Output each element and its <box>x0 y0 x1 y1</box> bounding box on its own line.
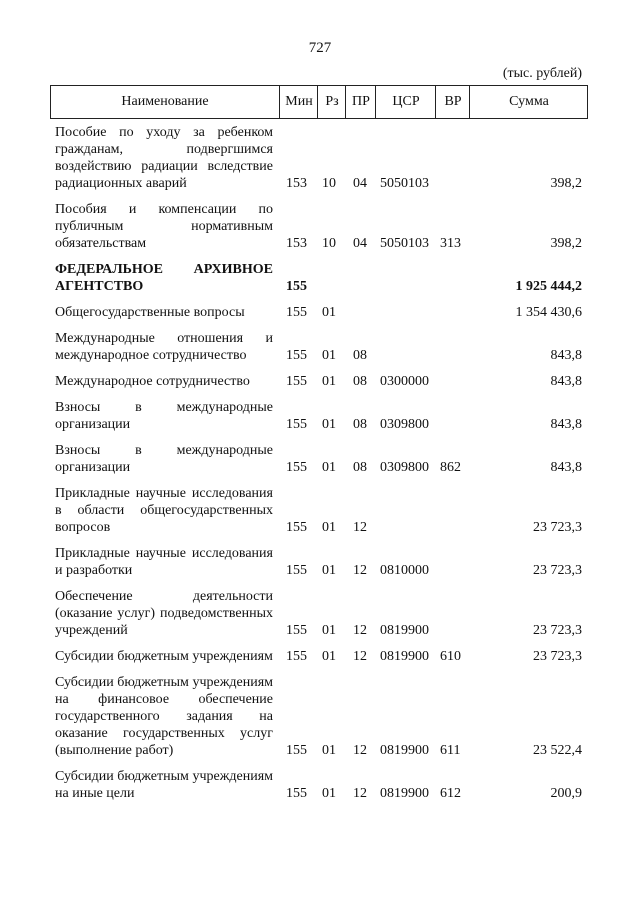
row-values <box>50 347 588 364</box>
row-rz: 01 <box>322 786 336 801</box>
page-number: 727 <box>308 40 332 56</box>
row-pr: 12 <box>353 786 367 801</box>
row-sum: 398,2 <box>550 176 582 191</box>
row-values <box>50 562 588 579</box>
table-row <box>50 373 588 390</box>
table-row <box>50 768 588 802</box>
row-csr: 0810000 <box>380 563 429 578</box>
header-min: Мин <box>279 86 318 118</box>
table-row <box>50 674 588 759</box>
row-min: 155 <box>286 786 307 801</box>
row-sum: 23 723,3 <box>533 623 582 638</box>
row-rz: 10 <box>322 236 336 251</box>
table-row <box>50 442 588 476</box>
row-pr: 08 <box>353 417 367 432</box>
row-min: 155 <box>286 348 307 363</box>
row-min: 155 <box>286 374 307 389</box>
row-rz: 01 <box>322 417 336 432</box>
row-pr: 12 <box>353 563 367 578</box>
row-sum: 843,8 <box>550 374 582 389</box>
header-rz: Рз <box>317 86 346 118</box>
row-sum: 23 723,3 <box>533 649 582 664</box>
row-min: 155 <box>286 743 307 758</box>
table-header <box>50 85 588 119</box>
row-min: 155 <box>286 520 307 535</box>
row-name: Общегосударственные вопросы <box>55 305 245 320</box>
row-min: 155 <box>286 460 307 475</box>
row-min: 155 <box>286 563 307 578</box>
row-min: 155 <box>286 623 307 638</box>
row-name: ФЕДЕРАЛЬНОЕ АРХИВНОЕ АГЕНТСТВО <box>55 262 273 294</box>
row-pr: 12 <box>353 649 367 664</box>
row-values <box>50 648 588 665</box>
row-sum: 843,8 <box>550 348 582 363</box>
row-pr: 04 <box>353 176 367 191</box>
row-name: Субсидии бюджетным учреждениям на иные цели <box>55 769 273 801</box>
table-row <box>50 545 588 579</box>
row-vr: 611 <box>440 743 461 758</box>
row-min: 153 <box>286 176 307 191</box>
row-name: Взносы в международные организации <box>55 443 273 475</box>
row-rz: 01 <box>322 563 336 578</box>
units-label: (тыс. рублей) <box>502 66 582 81</box>
row-vr: 612 <box>440 786 461 801</box>
row-name: Прикладные научные исследования и разработки <box>55 546 273 578</box>
row-sum: 1 354 430,6 <box>515 305 582 320</box>
table-row <box>50 588 588 639</box>
row-rz: 01 <box>322 520 336 535</box>
row-min: 155 <box>286 417 307 432</box>
row-rz: 01 <box>322 743 336 758</box>
row-values <box>50 235 588 252</box>
table-row <box>50 648 588 665</box>
row-rz: 01 <box>322 649 336 664</box>
table-body <box>50 124 588 811</box>
row-values <box>50 416 588 433</box>
row-sum: 1 925 444,2 <box>515 279 582 294</box>
row-name: Пособие по уходу за ребенком гражданам, подвергшимся воздействию радиации вследствие радиационных аварий <box>55 125 273 191</box>
row-sum: 23 522,4 <box>533 743 582 758</box>
row-csr: 0819900 <box>380 649 429 664</box>
row-name: Взносы в международные организации <box>55 400 273 432</box>
table-row <box>50 304 588 321</box>
header-sum: Сумма <box>469 86 588 118</box>
row-rz: 01 <box>322 460 336 475</box>
table-row <box>50 124 588 192</box>
table-row <box>50 330 588 364</box>
table-row <box>50 201 588 252</box>
row-rz: 01 <box>322 623 336 638</box>
row-name: Пособия и компенсации по публичным нормативным обязательствам <box>55 202 273 251</box>
row-min: 155 <box>286 279 307 294</box>
row-pr: 12 <box>353 520 367 535</box>
table-row <box>50 261 588 295</box>
row-min: 155 <box>286 305 307 320</box>
row-csr: 0819900 <box>380 623 429 638</box>
row-min: 153 <box>286 236 307 251</box>
row-name: Прикладные научные исследования в области общегосударственных вопросов <box>55 486 273 535</box>
row-pr: 12 <box>353 623 367 638</box>
row-name: Международное сотрудничество <box>55 374 250 389</box>
header-vr: ВР <box>435 86 470 118</box>
row-name: Обеспечение деятельности (оказание услуг) подведомственных учреждений <box>55 589 273 638</box>
row-min: 155 <box>286 649 307 664</box>
row-rz: 01 <box>322 348 336 363</box>
header-csr: ЦСР <box>375 86 436 118</box>
row-rz: 10 <box>322 176 336 191</box>
row-rz: 01 <box>322 374 336 389</box>
row-values <box>50 742 588 759</box>
table-row <box>50 399 588 433</box>
row-csr: 0309800 <box>380 460 429 475</box>
row-pr: 08 <box>353 374 367 389</box>
row-name: Субсидии бюджетным учреждениям на финансовое обеспечение государственного задания на оказание государственных услуг (выполнение работ) <box>55 675 273 758</box>
row-sum: 23 723,3 <box>533 520 582 535</box>
row-vr: 610 <box>440 649 461 664</box>
row-vr: 313 <box>440 236 461 251</box>
row-rz: 01 <box>322 305 336 320</box>
row-pr: 04 <box>353 236 367 251</box>
row-vr: 862 <box>440 460 461 475</box>
row-sum: 843,8 <box>550 417 582 432</box>
row-sum: 843,8 <box>550 460 582 475</box>
row-csr: 5050103 <box>380 176 429 191</box>
row-csr: 0819900 <box>380 743 429 758</box>
row-csr: 0819900 <box>380 786 429 801</box>
row-values <box>50 785 588 802</box>
row-values <box>50 373 588 390</box>
header-name: Наименование <box>121 94 209 109</box>
row-sum: 200,9 <box>550 786 582 801</box>
row-values <box>50 175 588 192</box>
row-name: Международные отношения и международное сотрудничество <box>55 331 273 363</box>
row-csr: 5050103 <box>380 236 429 251</box>
row-values <box>50 519 588 536</box>
row-csr: 0300000 <box>380 374 429 389</box>
row-values <box>50 304 588 321</box>
table-row <box>50 485 588 536</box>
row-values <box>50 278 588 295</box>
row-pr: 08 <box>353 460 367 475</box>
row-values <box>50 459 588 476</box>
row-pr: 12 <box>353 743 367 758</box>
row-sum: 398,2 <box>550 236 582 251</box>
row-name: Субсидии бюджетным учреждениям <box>55 649 273 664</box>
row-sum: 23 723,3 <box>533 563 582 578</box>
row-values <box>50 622 588 639</box>
header-pr: ПР <box>345 86 376 118</box>
row-pr: 08 <box>353 348 367 363</box>
row-csr: 0309800 <box>380 417 429 432</box>
